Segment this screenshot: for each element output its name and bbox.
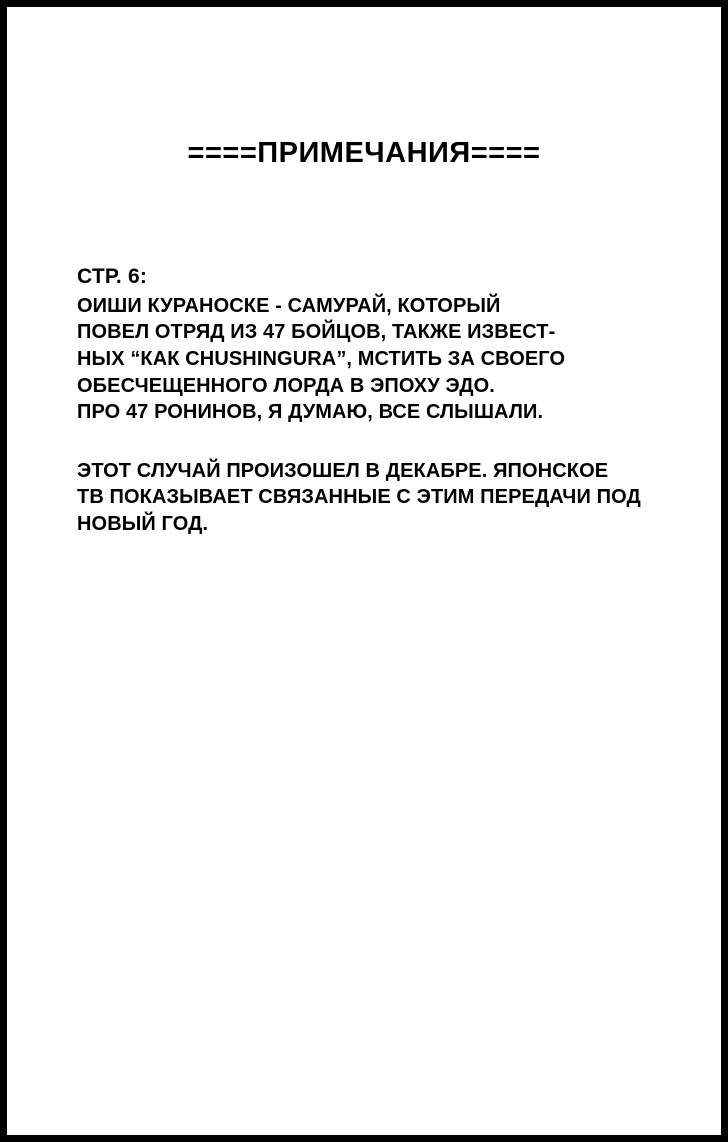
page-title: ====ПРИМЕЧАНИЯ==== [187, 137, 541, 169]
note-paragraph-2 [77, 458, 667, 538]
section-heading-page-6: СТР. 6: [77, 265, 148, 288]
notes-body [77, 263, 667, 537]
note-line: ПРО 47 РОНИНОВ, Я ДУМАЮ, ВСЕ СЛЫШАЛИ. [77, 401, 544, 424]
note-line: НЫХ “КАК CHUSHINGURA”, МСТИТЬ ЗА СВОЕГО [77, 347, 566, 370]
note-line: ПОВЕЛ ОТРЯД ИЗ 47 БОЙЦОВ, ТАКЖЕ ИЗВЕСТ- [77, 321, 556, 344]
note-paragraph-1 [77, 293, 667, 426]
note-line: ОБЕСЧЕЩЕННОГО ЛОРДА В ЭПОХУ ЭДО. [77, 374, 495, 397]
note-line: НОВЫЙ ГОД. [77, 512, 209, 535]
paragraph-spacer [77, 426, 667, 458]
note-line: ТВ ПОКАЗЫВАЕТ СВЯЗАННЫЕ С ЭТИМ ПЕРЕДАЧИ ПОД [77, 486, 641, 509]
page-content [7, 7, 721, 1135]
note-line: ЭТОТ СЛУЧАЙ ПРОИЗОШЕЛ В ДЕКАБРЕ. ЯПОНСКОЕ [77, 459, 609, 482]
note-line: ОИШИ КУРАНОСКЕ - САМУРАЙ, КОТОРЫЙ [77, 294, 501, 317]
